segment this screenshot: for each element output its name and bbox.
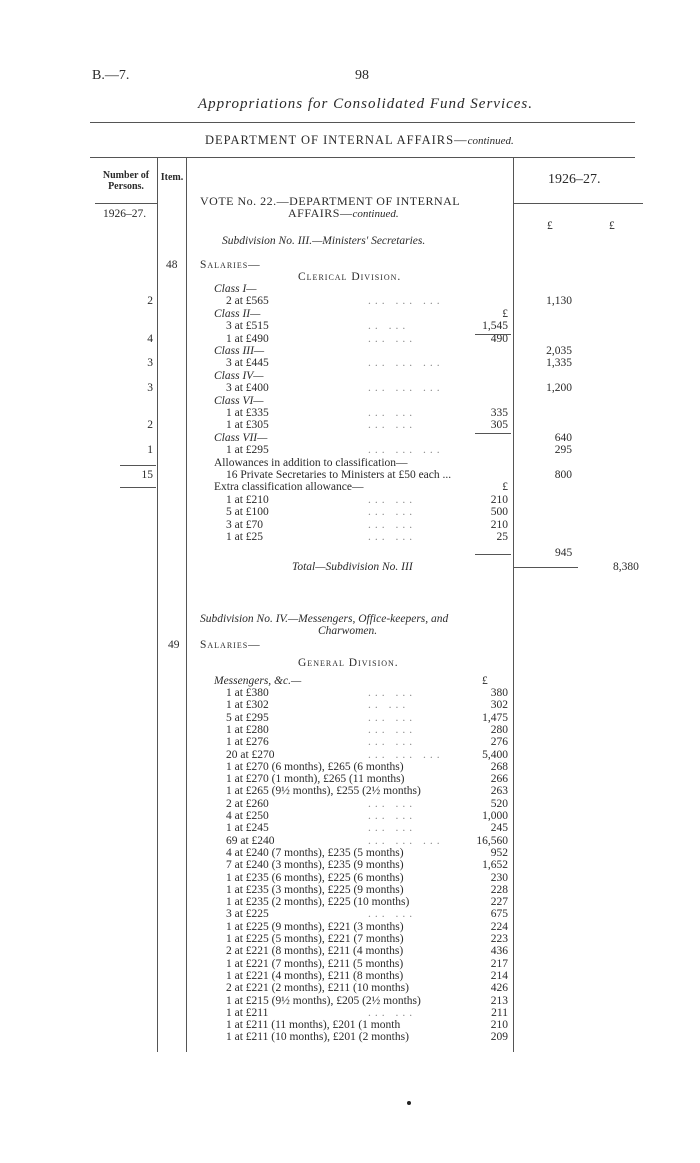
row-sum-rule (475, 433, 511, 434)
subdivision-4-heading: Subdivision No. IV.—Messengers, Office-keepers, and (200, 613, 449, 625)
row-leader-dots: ... ... ... (368, 748, 444, 761)
row-leader-dots: ... ... ... (368, 834, 444, 847)
row-inner-amount: 305 (490, 419, 508, 432)
row-amount: 268 (490, 760, 508, 773)
row-persons: 2 (147, 295, 153, 308)
row-leader-dots: ... ... (368, 419, 417, 432)
row-inner-amount: 335 (490, 407, 508, 419)
row-leader-dots: .. ... (368, 699, 410, 712)
row-amount: 280 (490, 723, 508, 736)
row-amount: 224 (490, 920, 508, 933)
row-label: 1 at £211 (10 months), £201 (2 months) (226, 1031, 409, 1044)
vote-heading-cont (288, 206, 399, 221)
row-amount: 217 (490, 957, 508, 970)
persons-column-header: Number of Persons. (102, 170, 150, 192)
row-label: Class I— (214, 283, 257, 295)
row-label: 1 at £221 (7 months), £211 (5 months) (226, 957, 404, 970)
row-label: 2 at £221 (2 months), £211 (10 months) (226, 982, 409, 995)
subtotal-rule (513, 567, 578, 568)
page-title: Appropriations for Consolidated Fund Services. (198, 96, 534, 112)
subdivision-3-division: Clerical Division. (298, 271, 402, 283)
row-inner-amount: 1,545 (482, 320, 508, 333)
row-label: Allowances in addition to classification— (214, 456, 408, 469)
subdivision-3-heading: Subdivision No. III.—Ministers' Secretaries. (222, 235, 426, 247)
persons-rule-1 (120, 465, 156, 466)
row-label: Class VI— (214, 394, 264, 407)
row-label: 1 at £305 (226, 419, 269, 432)
row-leader-dots: .. ... (368, 320, 410, 333)
persons-header-rule (95, 203, 157, 204)
row-label: 1 at £302 (226, 699, 269, 712)
row-label: 1 at £280 (226, 723, 269, 736)
row-inner-amount: 210 (490, 493, 508, 506)
row-leader-dots: ... ... (368, 908, 417, 921)
row-amount: 209 (490, 1031, 508, 1044)
row-leader-dots: ... ... (368, 1006, 417, 1019)
row-label: 16 Private Secretaries to Ministers at £50 each ... (226, 469, 452, 481)
header-rule (90, 122, 635, 123)
vote-continued: continued. (352, 208, 399, 220)
row-leader-dots: ... ... (368, 687, 417, 699)
row-persons: 1 (147, 444, 153, 457)
subdivision-3-item: 48 (166, 259, 178, 271)
row-amount: 16,560 (476, 834, 508, 847)
pound-column-2: £ (609, 220, 615, 232)
row-label: 20 at £270 (226, 748, 275, 761)
pound-column-1: £ (547, 220, 553, 232)
subdivision-3-subtotal: 945 (555, 547, 573, 559)
row-label: 2 at £221 (8 months), £211 (4 months) (226, 945, 404, 958)
row-amount: 675 (490, 908, 508, 921)
row-leader-dots: ... ... (368, 493, 417, 506)
table-top-rule (90, 157, 635, 158)
subdivision-4-division: General Division. (298, 657, 399, 669)
row-leader-dots: ... ... (368, 407, 417, 419)
page-number: 98 (355, 68, 369, 83)
row-label: 1 at £235 (6 months), £225 (6 months) (226, 871, 404, 884)
row-leader-dots: ... ... (368, 736, 417, 749)
row-inner-amount: 500 (490, 506, 508, 519)
row-leader-dots: ... ... (368, 810, 417, 822)
row-amount: 230 (490, 871, 508, 884)
subdivision-4-item: 49 (168, 639, 180, 651)
item-column-header: Item. (160, 172, 184, 183)
row-label: Class III— (214, 345, 265, 357)
persons-rule-2 (120, 487, 156, 488)
row-label: 7 at £240 (3 months), £235 (9 months) (226, 859, 404, 872)
row-amount: 211 (491, 1006, 508, 1019)
row-amount: 1,000 (482, 810, 508, 822)
row-amount: 266 (490, 773, 508, 786)
row-amount: 952 (490, 846, 508, 859)
row-label: 1 at £245 (226, 822, 269, 835)
row-amount: 228 (490, 883, 508, 896)
row-label: 1 at £276 (226, 736, 269, 749)
row-label: 1 at £270 (1 month), £265 (11 months) (226, 773, 405, 786)
row-amount: 227 (490, 896, 508, 909)
row-inner-amount: 25 (496, 531, 508, 543)
row-label: 3 at £225 (226, 908, 269, 921)
row-inner-amount: £ (502, 481, 508, 494)
subdivision-4-group: Messengers, &c.— (214, 675, 302, 687)
page-mark (407, 1101, 411, 1105)
row-label: 1 at £211 (226, 1006, 269, 1019)
subdivision-4-salaries: Salaries— (200, 639, 261, 651)
row-label: 1 at £380 (226, 687, 269, 699)
department-name: DEPARTMENT OF INTERNAL AFFAIRS— (205, 133, 468, 147)
row-label: 4 at £250 (226, 810, 269, 822)
row-sum-rule (475, 334, 511, 335)
row-label: 1 at £225 (9 months), £221 (3 months) (226, 920, 404, 933)
vote-heading: VOTE No. 22.—DEPARTMENT OF INTERNAL (200, 194, 461, 208)
row-label: Class II— (214, 307, 261, 320)
row-label: 1 at £335 (226, 407, 269, 419)
row-label: 1 at £270 (6 months), £265 (6 months) (226, 760, 404, 773)
row-leader-dots: ... ... ... (368, 444, 444, 457)
row-inner-amount: 490 (490, 332, 508, 345)
row-persons: 15 (141, 469, 153, 481)
persons-year-label: 1926–27. (103, 208, 147, 220)
row-leader-dots: ... ... (368, 797, 417, 810)
vote-heading-line2: AFFAIRS— (288, 206, 353, 220)
row-inner-amount: 210 (490, 518, 508, 531)
row-label: 5 at £295 (226, 711, 269, 724)
page-ref: B.—7. (92, 68, 130, 83)
column-divider-item (186, 157, 187, 1052)
row-amount: 1,130 (546, 295, 572, 308)
row-leader-dots: ... ... (368, 506, 417, 519)
year-header-rule (513, 203, 643, 204)
row-amount: 1,200 (546, 382, 572, 395)
row-label: 1 at £490 (226, 332, 269, 345)
row-amount: 380 (490, 687, 508, 699)
row-label: 2 at £260 (226, 797, 269, 810)
row-persons: 3 (147, 382, 153, 395)
row-leader-dots: ... ... ... (368, 357, 444, 370)
row-amount: 263 (490, 785, 508, 798)
subdivision-3-total: 8,380 (613, 561, 639, 573)
row-label: 3 at £70 (226, 518, 264, 531)
row-amount: 223 (490, 933, 508, 945)
row-amount: 2,035 (546, 345, 572, 357)
row-label: 4 at £240 (7 months), £235 (5 months) (226, 846, 404, 859)
sub3-sum-rule (475, 554, 511, 555)
row-label: 1 at £221 (4 months), £211 (8 months) (226, 969, 404, 982)
row-amount: 302 (490, 699, 508, 712)
year-column-header: 1926–27. (548, 172, 601, 187)
row-label: 5 at £100 (226, 506, 269, 519)
row-label: 1 at £265 (9½ months), £255 (2½ months) (226, 785, 421, 798)
row-label: 1 at £295 (226, 444, 269, 457)
row-amount: 295 (554, 444, 572, 457)
row-amount: 436 (490, 945, 508, 958)
row-label: 1 at £235 (2 months), £225 (10 months) (226, 896, 410, 909)
subdivision-4-pound: £ (482, 675, 488, 687)
row-amount: 213 (490, 994, 508, 1007)
row-amount: 245 (490, 822, 508, 835)
row-label: 1 at £25 (226, 531, 264, 543)
row-leader-dots: ... ... (368, 822, 417, 835)
row-leader-dots: ... ... (368, 332, 417, 345)
row-leader-dots: ... ... ... (368, 295, 444, 308)
row-label: 2 at £565 (226, 295, 269, 308)
column-divider-amount (513, 157, 514, 1052)
row-label: 1 at £215 (9½ months), £205 (2½ months) (226, 994, 421, 1007)
row-amount: 210 (490, 1019, 508, 1032)
row-label: Class IV— (214, 369, 264, 382)
row-persons: 4 (147, 332, 153, 345)
subdivision-3-salaries: Salaries— (200, 259, 261, 271)
row-label: 1 at £210 (226, 493, 269, 506)
row-leader-dots: ... ... (368, 518, 417, 531)
department-continued: continued. (467, 135, 514, 147)
subdivision-4-heading-cont: Charwomen. (318, 625, 378, 637)
row-leader-dots: ... ... ... (368, 382, 444, 395)
row-label: 1 at £225 (5 months), £221 (7 months) (226, 933, 404, 945)
row-amount: 1,475 (482, 711, 508, 724)
row-amount: 276 (490, 736, 508, 749)
row-label: 1 at £235 (3 months), £225 (9 months) (226, 883, 404, 896)
row-label: 3 at £515 (226, 320, 269, 333)
row-amount: 800 (554, 469, 572, 481)
row-leader-dots: ... ... (368, 723, 417, 736)
row-amount: 5,400 (482, 748, 508, 761)
row-label: 3 at £400 (226, 382, 269, 395)
subdivision-3-total-label: Total—Subdivision No. III (292, 561, 413, 573)
column-divider-persons (157, 157, 158, 1052)
row-persons: 2 (147, 419, 153, 432)
row-amount: 426 (490, 982, 508, 995)
row-leader-dots: ... ... (368, 711, 417, 724)
row-label: 1 at £211 (11 months), £201 (1 month (226, 1019, 401, 1032)
row-persons: 3 (147, 357, 153, 370)
row-amount: 1,652 (482, 859, 508, 872)
row-label: 3 at £445 (226, 357, 269, 370)
row-leader-dots: ... ... (368, 531, 417, 543)
row-label: Class VII— (214, 431, 268, 444)
row-amount: 214 (490, 969, 508, 982)
row-amount: 520 (490, 797, 508, 810)
row-amount: 640 (554, 431, 572, 444)
department-heading (205, 133, 514, 148)
row-inner-amount: £ (502, 307, 508, 320)
row-label: Extra classification allowance— (214, 481, 364, 494)
row-label: 69 at £240 (226, 834, 275, 847)
row-amount: 1,335 (546, 357, 572, 370)
